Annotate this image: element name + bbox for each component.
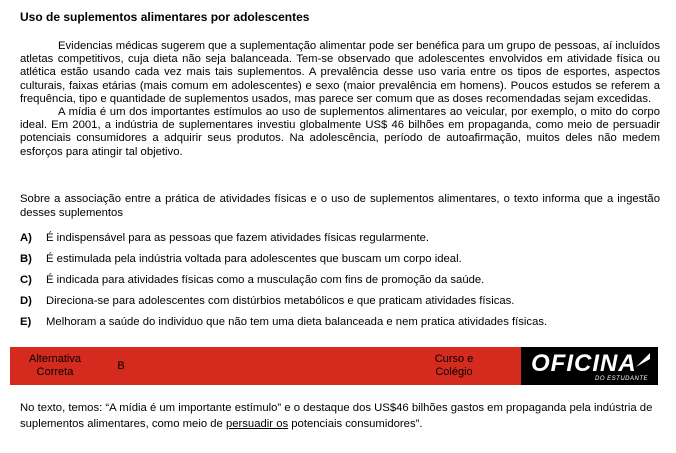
- comment-underlined: persuadir os: [225, 418, 289, 430]
- answer-label: [22, 353, 88, 379]
- answer-bar: [10, 347, 658, 385]
- option-text: Melhoram a saúde do individuo que não tem uma dieta balanceada e nem pratica atividades físicas.: [46, 316, 548, 328]
- option-a: [20, 232, 660, 253]
- option-letter: C): [20, 274, 32, 286]
- option-e: [20, 316, 660, 337]
- comment-text-2: potenciais consumidores”.: [288, 418, 423, 430]
- answer-label-line2: Correta: [36, 366, 74, 378]
- document-title: Uso de suplementos alimentares por adolescentes: [20, 10, 310, 24]
- options-list: [20, 232, 660, 337]
- logo-word: OFICINA: [531, 350, 637, 377]
- option-letter: A): [20, 232, 32, 244]
- passage-paragraph-1: Evidencias médicas sugerem que a suplementação alimentar pode ser benéfica para um grupo de pessoas, aí incluídos atletas competitivos, cuja dieta não seja balanceada. Tem-se observado que adolescentes envolvidos em atividade física ou atlética estão usando cada vez mais tais suplementos. A prevalência desse uso varia entre os tipos de esportes, aspectos culturais, faixas etárias (mais comum em adolescentes) e sexo (maior prevalência em homens). Poucos estudos se referem a frequência, tipo e quantidade de suplementos usados, mas parece ser comum que as doses recomendadas sejam excedidas.: [20, 40, 660, 105]
- option-d: [20, 295, 660, 316]
- option-text: É indicada para atividades físicas como a musculação com fins de promoção da saúde.: [46, 274, 485, 286]
- passage: [20, 40, 660, 159]
- school-label-line1: Curso e: [434, 353, 474, 365]
- passage-paragraph-2: A mídia é um dos importantes estímulos ao uso de suplementos alimentares ao veicular, por exemplo, o mito do corpo ideal. Em 2001, a indústria de suplementares investiu globalmente US$ 46 bilhões em propaganda, como meio de persuadir potenciais consumidores a adquirir seus produtos. Na adolescência, período de autoafirmação, muitos deles não medem esforços para atingir tal objetivo.: [20, 106, 660, 158]
- option-c: [20, 274, 660, 295]
- option-letter: D): [20, 295, 32, 307]
- option-letter: E): [20, 316, 32, 328]
- answer-label-line1: Alternativa: [29, 353, 81, 365]
- oficina-logo: [521, 347, 658, 385]
- answer-commentary: [20, 400, 660, 432]
- logo-swoosh-icon: [634, 351, 652, 369]
- option-text: É estimulada pela indústria voltada para adolescentes que buscam um corpo ideal.: [46, 253, 462, 265]
- school-label-line2: Colégio: [435, 366, 473, 378]
- question-stem: Sobre a associação entre a prática de atividades físicas e o uso de suplementos alimentares, o texto informa que a ingestão desses suplementos: [20, 193, 660, 219]
- option-text: É indispensável para as pessoas que fazem atividades físicas regularmente.: [46, 232, 430, 244]
- comment-text-1: No texto, temos: “A mídia é um importante estímulo” e o destaque dos US$46 bilhões gastos em propaganda pela indústria de suplementos alimentares, como meio de: [20, 402, 653, 430]
- option-b: [20, 253, 660, 274]
- option-text: Direciona-se para adolescentes com distúrbios metabólicos e que praticam atividades físicas.: [46, 295, 515, 307]
- option-letter: B): [20, 253, 32, 265]
- correct-answer: B: [117, 360, 125, 372]
- school-label: [426, 353, 482, 379]
- logo-subtitle: DO ESTUDANTE: [594, 376, 648, 382]
